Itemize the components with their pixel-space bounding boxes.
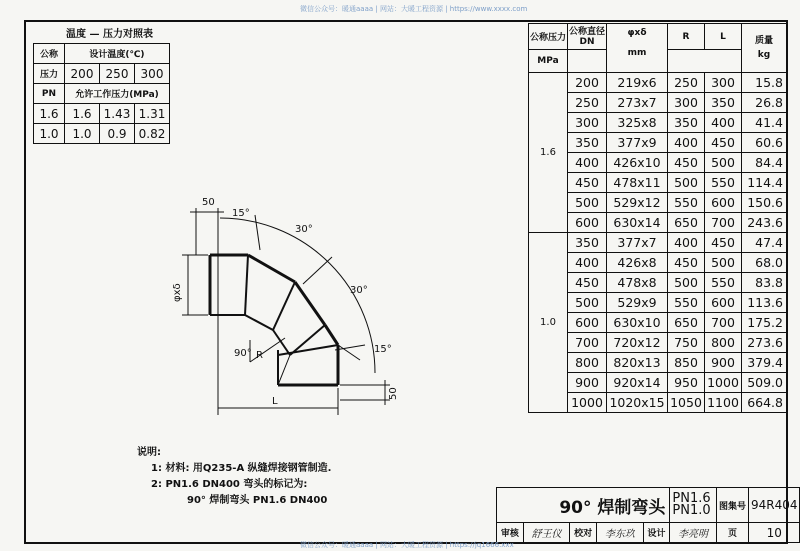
angle-90-label: 90° bbox=[234, 348, 252, 359]
value-cell: 1.31 bbox=[135, 104, 170, 124]
note-2: 2: PN1.6 DN400 弯头的标记为: bbox=[151, 479, 308, 490]
table-cell: 850 bbox=[668, 353, 705, 373]
table-cell: 1000 bbox=[705, 373, 742, 393]
notes-title: 说明: bbox=[137, 447, 161, 458]
pn-b: PN1.0 bbox=[672, 503, 711, 518]
unit-mm: mm bbox=[627, 48, 647, 58]
dn-header bbox=[568, 24, 607, 50]
table-cell: 500 bbox=[668, 173, 705, 193]
elbow-segments bbox=[210, 255, 338, 385]
notes bbox=[137, 445, 331, 509]
pn-rating bbox=[670, 488, 716, 523]
value-cell: 1.43 bbox=[100, 104, 135, 124]
table-cell: 350 bbox=[568, 233, 607, 253]
pn-group-cell: 1.0 bbox=[529, 233, 568, 413]
angle-15-right: 15° bbox=[374, 344, 392, 355]
table-row bbox=[529, 73, 787, 93]
table-row bbox=[529, 353, 787, 373]
design-signature: 李亮明 bbox=[670, 523, 716, 543]
design-temp-header: 设计温度(℃) bbox=[65, 44, 170, 64]
table-cell: 630x14 bbox=[607, 213, 668, 233]
l-header: L bbox=[705, 24, 742, 50]
table-row bbox=[34, 104, 170, 124]
table-cell: 500 bbox=[705, 153, 742, 173]
empty-cell bbox=[668, 50, 742, 73]
table-row bbox=[529, 313, 787, 333]
table-row bbox=[529, 113, 787, 133]
table-cell: 300 bbox=[568, 113, 607, 133]
table-cell: 400 bbox=[568, 153, 607, 173]
note-3: 90° 焊制弯头 PN1.6 DN400 bbox=[187, 495, 328, 506]
l-label: L bbox=[272, 396, 278, 407]
table-row bbox=[529, 273, 787, 293]
mass-label: 质量 bbox=[754, 36, 773, 46]
table-row bbox=[529, 333, 787, 353]
table-cell: 300 bbox=[668, 93, 705, 113]
table-cell: 500 bbox=[668, 273, 705, 293]
table-row bbox=[34, 124, 170, 144]
elbow-outline bbox=[210, 255, 338, 385]
table-cell: 377x7 bbox=[607, 233, 668, 253]
table-cell: 550 bbox=[668, 193, 705, 213]
table-cell: 1050 bbox=[668, 393, 705, 413]
r-header: R bbox=[668, 24, 705, 50]
table-cell: 400 bbox=[705, 113, 742, 133]
angle-30-b: 30° bbox=[350, 285, 368, 296]
table-row bbox=[529, 253, 787, 273]
angle-15-top: 15° bbox=[232, 208, 250, 219]
table-cell: 1020x15 bbox=[607, 393, 668, 413]
table-cell: 720x12 bbox=[607, 333, 668, 353]
table-cell: 750 bbox=[668, 333, 705, 353]
table-cell: 350 bbox=[705, 93, 742, 113]
table-cell: 41.4 bbox=[742, 113, 787, 133]
mpa-unit: MPa bbox=[529, 50, 568, 73]
design-label: 设计 bbox=[643, 523, 670, 543]
elbow-drawing bbox=[160, 190, 400, 420]
table-cell: 377x9 bbox=[607, 133, 668, 153]
value-cell: 1.0 bbox=[65, 124, 100, 144]
dim-tick bbox=[255, 215, 260, 250]
table-row bbox=[529, 153, 787, 173]
table-cell: 600 bbox=[568, 313, 607, 333]
table-cell: 630x10 bbox=[607, 313, 668, 333]
mass-header bbox=[742, 24, 787, 73]
table-cell: 700 bbox=[568, 333, 607, 353]
pn-cell: 1.0 bbox=[34, 124, 65, 144]
elbow-dimension-table bbox=[528, 23, 787, 413]
value-cell: 0.82 bbox=[135, 124, 170, 144]
table-cell: 509.0 bbox=[742, 373, 787, 393]
table-cell: 900 bbox=[705, 353, 742, 373]
table-cell: 400 bbox=[668, 133, 705, 153]
allowable-pressure-header: 允许工作压力(MPa) bbox=[65, 84, 170, 104]
drawing-title bbox=[497, 488, 670, 523]
table-cell: 550 bbox=[705, 273, 742, 293]
table-cell: 426x10 bbox=[607, 153, 668, 173]
table-cell: 350 bbox=[668, 113, 705, 133]
table-cell: 379.4 bbox=[742, 353, 787, 373]
table-cell: 68.0 bbox=[742, 253, 787, 273]
table-cell: 500 bbox=[568, 193, 607, 213]
fig-no-label: 图集号 bbox=[716, 488, 749, 523]
table-row bbox=[529, 93, 787, 113]
table-cell: 15.8 bbox=[742, 73, 787, 93]
table-cell: 450 bbox=[568, 273, 607, 293]
table-cell: 900 bbox=[568, 373, 607, 393]
table-cell: 600 bbox=[705, 293, 742, 313]
review-signature: 舒王仪 bbox=[523, 523, 570, 543]
dn-header-label: 公称直径 bbox=[568, 26, 605, 37]
table-cell: 550 bbox=[668, 293, 705, 313]
table-cell: 325x8 bbox=[607, 113, 668, 133]
table-cell: 113.6 bbox=[742, 293, 787, 313]
table-cell: 26.8 bbox=[742, 93, 787, 113]
table-cell: 478x11 bbox=[607, 173, 668, 193]
table-row bbox=[529, 133, 787, 153]
dim-50-right: 50 bbox=[388, 387, 399, 400]
radius-label: R bbox=[256, 350, 263, 361]
temp-250: 250 bbox=[100, 64, 135, 84]
page-label: 页 bbox=[716, 523, 749, 543]
table-cell: 450 bbox=[668, 253, 705, 273]
check-signature: 李东玖 bbox=[597, 523, 644, 543]
table-cell: 529x12 bbox=[607, 193, 668, 213]
nominal-label: 公称 bbox=[34, 44, 65, 64]
table-cell: 426x8 bbox=[607, 253, 668, 273]
pressure-label: 压力 bbox=[34, 64, 65, 84]
review-label: 审核 bbox=[497, 523, 524, 543]
title-block bbox=[496, 487, 800, 543]
check-label: 校对 bbox=[570, 523, 597, 543]
table-cell: 664.8 bbox=[742, 393, 787, 413]
table-cell: 243.6 bbox=[742, 213, 787, 233]
value-cell: 1.6 bbox=[65, 104, 100, 124]
table-cell: 600 bbox=[705, 193, 742, 213]
table-cell: 500 bbox=[705, 253, 742, 273]
table-cell: 60.6 bbox=[742, 133, 787, 153]
table-cell: 700 bbox=[705, 213, 742, 233]
dim-50-top: 50 bbox=[202, 197, 215, 208]
temp-pressure-table bbox=[33, 43, 170, 144]
table-cell: 300 bbox=[705, 73, 742, 93]
table-cell: 400 bbox=[668, 233, 705, 253]
pn-a: PN1.6 bbox=[672, 491, 711, 506]
table-row bbox=[529, 293, 787, 313]
table-cell: 273.6 bbox=[742, 333, 787, 353]
table-cell: 500 bbox=[568, 293, 607, 313]
table-cell: 650 bbox=[668, 313, 705, 333]
table-cell: 800 bbox=[568, 353, 607, 373]
temp-table-title: 温度 — 压力对照表 bbox=[66, 29, 153, 40]
table-cell: 529x9 bbox=[607, 293, 668, 313]
table-cell: 1100 bbox=[705, 393, 742, 413]
od-label: φxδ bbox=[172, 283, 183, 302]
table-row bbox=[529, 193, 787, 213]
pn-label: PN bbox=[34, 84, 65, 104]
table-cell: 150.6 bbox=[742, 193, 787, 213]
table-row bbox=[529, 173, 787, 193]
table-cell: 350 bbox=[568, 133, 607, 153]
table-cell: 83.8 bbox=[742, 273, 787, 293]
table-cell: 175.2 bbox=[742, 313, 787, 333]
table-cell: 250 bbox=[568, 93, 607, 113]
table-cell: 450 bbox=[705, 133, 742, 153]
table-cell: 950 bbox=[668, 373, 705, 393]
temp-200: 200 bbox=[65, 64, 100, 84]
table-cell: 114.4 bbox=[742, 173, 787, 193]
temp-300: 300 bbox=[135, 64, 170, 84]
pressure-header: 公称压力 bbox=[529, 24, 568, 50]
table-cell: 450 bbox=[568, 173, 607, 193]
table-row bbox=[529, 213, 787, 233]
unit-kg: kg bbox=[757, 50, 771, 60]
title-text: 90° 焊制弯头 bbox=[559, 497, 666, 518]
table-cell: 450 bbox=[668, 153, 705, 173]
table-cell: 400 bbox=[568, 253, 607, 273]
od-symbol: φxδ bbox=[627, 28, 647, 38]
dim-tick bbox=[303, 257, 332, 284]
dn-header-code: DN bbox=[579, 36, 595, 47]
watermark-top: 微信公众号：暖通aaaa | 网站：大暖工程资源 | https://www.xxxx.com bbox=[300, 5, 528, 13]
table-cell: 800 bbox=[705, 333, 742, 353]
empty-cell bbox=[568, 50, 607, 73]
od-header bbox=[607, 24, 668, 73]
table-cell: 700 bbox=[705, 313, 742, 333]
table-cell: 600 bbox=[568, 213, 607, 233]
table-cell: 84.4 bbox=[742, 153, 787, 173]
table-cell: 47.4 bbox=[742, 233, 787, 253]
table-cell: 478x8 bbox=[607, 273, 668, 293]
table-row bbox=[529, 373, 787, 393]
table-cell: 1000 bbox=[568, 393, 607, 413]
pn-cell: 1.6 bbox=[34, 104, 65, 124]
table-row bbox=[529, 393, 787, 413]
table-cell: 273x7 bbox=[607, 93, 668, 113]
table-cell: 920x14 bbox=[607, 373, 668, 393]
value-cell: 0.9 bbox=[100, 124, 135, 144]
angle-30-a: 30° bbox=[295, 224, 313, 235]
fig-no: 94R404 bbox=[749, 488, 800, 523]
table-cell: 820x13 bbox=[607, 353, 668, 373]
table-cell: 219x6 bbox=[607, 73, 668, 93]
table-cell: 250 bbox=[668, 73, 705, 93]
note-1: 1: 材料: 用Q235-A 纵缝焊接钢管制造. bbox=[151, 463, 332, 474]
page-number: 10 bbox=[749, 523, 800, 543]
pn-group-cell: 1.6 bbox=[529, 73, 568, 233]
table-cell: 450 bbox=[705, 233, 742, 253]
table-cell: 200 bbox=[568, 73, 607, 93]
table-cell: 650 bbox=[668, 213, 705, 233]
table-row bbox=[529, 233, 787, 253]
table-cell: 550 bbox=[705, 173, 742, 193]
watermark-bottom: 微信公众号：暖通aaaa | 网站：大暖工程资源 | https://jq1666.xxx bbox=[300, 541, 514, 549]
